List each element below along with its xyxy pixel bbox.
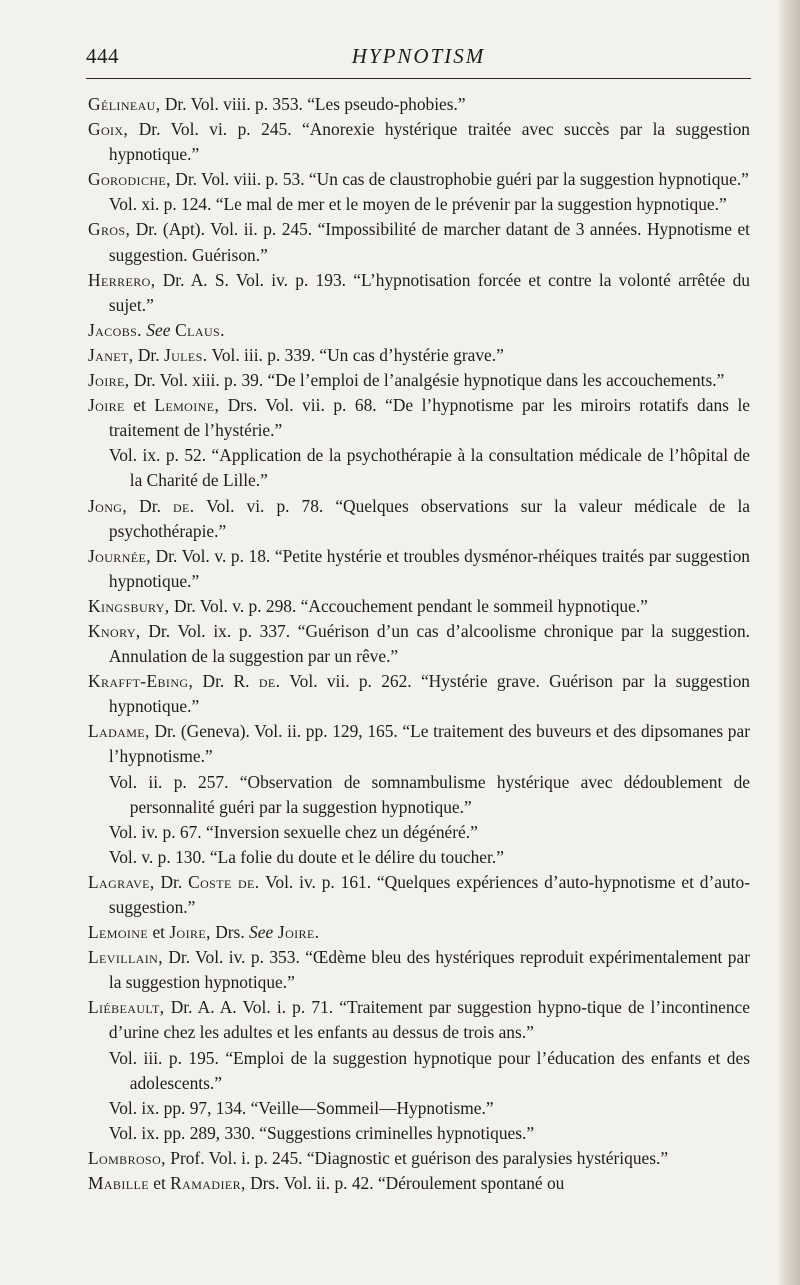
author-name: Lemoine	[88, 922, 149, 943]
bibliography-subentry	[109, 1096, 750, 1121]
bibliography-entry	[88, 368, 750, 393]
author-name: Lemoine,	[154, 395, 220, 416]
entry-text: Dr.	[154, 871, 189, 892]
see-target: Joire.	[273, 922, 320, 943]
bibliography-subentry	[109, 820, 750, 845]
author-name: Krafft-Ebing,	[88, 671, 194, 692]
entry-text: Dr. Vol. viii. p. 353. “Les pseudo-phobies.”	[160, 94, 466, 114]
entry-text: Vol. iii. p. 195. “Emploi de la suggestion hypnotique pour l’éducation des enfants et des adolescents.”	[108, 1047, 750, 1093]
entry-text: Dr. Vol. iv. p. 353. “Œdème bleu des hystériques reproduit expérimentalement par la suggestion hypnotique.”	[108, 947, 750, 993]
entry-text: Dr. Vol. vi. p. 245. “Anorexie hystérique traitée avec succès par la suggestion hypnotique.”	[108, 119, 750, 165]
bibliography-entry	[88, 669, 750, 719]
bibliography-entry	[88, 494, 750, 544]
bibliography-entry	[88, 393, 750, 443]
page-number: 444	[86, 44, 119, 68]
author-name: Journée,	[88, 545, 151, 566]
author-name: Coste de.	[188, 871, 260, 892]
entry-text: Prof. Vol. i. p. 245. “Diagnostic et guérison des paralysies hystériques.”	[165, 1147, 669, 1168]
bibliography-entry	[88, 719, 750, 769]
entry-text: Dr. Vol. ix. p. 337. “Guérison d’un cas d’alcoolisme chronique par la suggestion. Annulation de la suggestion par un rêve.”	[108, 620, 750, 667]
author-name: Kingsbury,	[88, 595, 170, 616]
bibliography-entry	[88, 870, 750, 920]
see-reference: See	[146, 319, 171, 340]
author-name: Gélineau,	[88, 94, 161, 114]
entry-text: Drs. Vol. vii. p. 68. “De l’hypnotisme par les miroirs rotatifs dans le traitement de l’hystérie.”	[108, 395, 750, 441]
author-name: Levillain,	[88, 947, 163, 968]
entry-text: Drs. Vol. ii. p. 42. “Déroulement spontané ou	[245, 1173, 565, 1194]
bibliography-entry	[88, 1146, 750, 1171]
see-reference: See	[249, 922, 274, 943]
author-name: Knory,	[88, 620, 141, 641]
entry-text: Dr. (Apt). Vol. ii. p. 245. “Impossibilité de marcher datant de 3 années. Hypnotisme et suggestion. Guérison.”	[108, 219, 750, 265]
entry-text: Vol. ii. p. 257. “Observation de somnambulisme hystérique avec dédoublement de personnalité guéri par la suggestion hypnotique.”	[108, 771, 750, 817]
entry-text: Vol. vi. p. 78. “Quelques observations sur la valeur médicale de la psychothérapie.”	[108, 495, 750, 541]
author-name: de.	[258, 671, 281, 692]
bibliography-subentry	[109, 192, 750, 217]
author-name: Liébeault,	[88, 997, 165, 1018]
author-name: de.	[172, 495, 195, 516]
author-name: Jacobs.	[88, 319, 142, 340]
entry-text: Drs.	[210, 922, 250, 943]
author-name: Joire,	[88, 370, 130, 391]
entry-text: Vol. ix. p. 52. “Application de la psychothérapie à la consultation médicale de l’hôpital de la Charité de Lille.”	[108, 445, 750, 491]
running-head: HYPNOTISM	[351, 44, 486, 68]
page-edge	[778, 0, 800, 1285]
entry-text: Vol. xi. p. 124. “Le mal de mer et le moyen de le prévenir par la suggestion hypnotique.”	[108, 194, 727, 215]
author-name: Goix,	[88, 119, 129, 140]
bibliography-subentry	[109, 770, 750, 820]
see-target: Claus.	[170, 319, 225, 340]
entry-text: Vol. iii. p. 339. “Un cas d’hystérie grave.”	[207, 344, 504, 365]
bibliography-entry	[88, 167, 750, 192]
entry-text: Dr. R.	[193, 671, 259, 692]
author-name: Joire	[88, 395, 125, 416]
author-name: Mabille	[88, 1173, 149, 1194]
entry-text: Dr. (Geneva). Vol. ii. pp. 129, 165. “Le traitement des buveurs et des dipsomanes par l’hypnotisme.”	[108, 721, 750, 767]
author-name: Herrero,	[88, 269, 156, 290]
entry-text: Vol. iv. p. 161. “Quelques expériences d’auto-hypnotisme et d’auto-suggestion.”	[108, 871, 750, 917]
bibliography-entry	[88, 1171, 750, 1196]
bibliography-entry	[88, 594, 750, 619]
bibliography-entry	[88, 343, 750, 368]
bibliography-entry	[88, 544, 750, 594]
author-name: Lagrave,	[88, 871, 155, 892]
entry-text: Dr. Vol. xiii. p. 39. “De l’emploi de l’analgésie hypnotique dans les accouchements.”	[129, 370, 725, 391]
author-name: Joire,	[169, 922, 211, 943]
author-name: Janet,	[88, 344, 134, 365]
entry-text: Dr. Vol. viii. p. 53. “Un cas de claustrophobie guéri par la suggestion hypnotique.”	[170, 169, 749, 190]
entry-text: Dr. Vol. v. p. 18. “Petite hystérie et troubles dysménor-rhéiques traités par suggestion hypnotique.”	[108, 545, 750, 591]
entry-text: et	[148, 1173, 171, 1194]
entry-text: Dr.	[133, 344, 164, 365]
bibliography-list	[88, 92, 750, 1196]
entry-text: Vol. v. p. 130. “La folie du doute et le délire du toucher.”	[108, 846, 504, 867]
bibliography-subentry	[109, 845, 750, 870]
author-name: Jong,	[88, 495, 128, 516]
bibliography-entry	[88, 920, 750, 945]
author-name: Gros,	[88, 219, 131, 240]
author-name: Jules.	[163, 344, 208, 365]
header-rule	[86, 78, 751, 79]
author-name: Ladame,	[88, 721, 150, 742]
entry-text: Dr. A. S. Vol. iv. p. 193. “L’hypnotisation forcée et contre la volonté arrêtée du sujet.”	[108, 269, 750, 315]
bibliography-entry	[88, 945, 750, 995]
page-header	[86, 44, 751, 84]
bibliography-entry	[88, 619, 750, 669]
bibliography-entry	[88, 117, 750, 167]
author-name: Lombroso,	[88, 1147, 166, 1168]
entry-text: Vol. ix. pp. 97, 134. “Veille—Sommeil—Hypnotisme.”	[108, 1097, 494, 1118]
bibliography-entry	[88, 995, 750, 1045]
bibliography-entry	[88, 92, 750, 117]
bibliography-subentry	[109, 1121, 750, 1146]
entry-text: et	[124, 395, 155, 416]
bibliography-entry	[88, 318, 750, 343]
author-name: Gorodiche,	[88, 169, 171, 190]
bibliography-subentry	[109, 1046, 750, 1096]
entry-text: Vol. vii. p. 262. “Hystérie grave. Guérison par la suggestion hypnotique.”	[108, 671, 750, 717]
entry-text: et	[148, 922, 170, 943]
entry-text: Dr. A. A. Vol. i. p. 71. “Traitement par suggestion hypno-tique de l’incontinence d’urine chez les adultes et les enfants au dessus de trois ans.”	[108, 997, 750, 1043]
entry-text: Vol. iv. p. 67. “Inversion sexuelle chez un dégénéré.”	[108, 821, 478, 842]
entry-text: Vol. ix. pp. 289, 330. “Suggestions criminelles hypnotiques.”	[108, 1122, 535, 1143]
bibliography-entry	[88, 217, 750, 267]
bibliography-subentry	[109, 443, 750, 493]
bibliography-entry	[88, 268, 750, 318]
entry-text: Dr. Vol. v. p. 298. “Accouchement pendant le sommeil hypnotique.”	[169, 595, 648, 616]
entry-text: Dr.	[127, 495, 173, 516]
author-name: Ramadier,	[170, 1173, 246, 1194]
